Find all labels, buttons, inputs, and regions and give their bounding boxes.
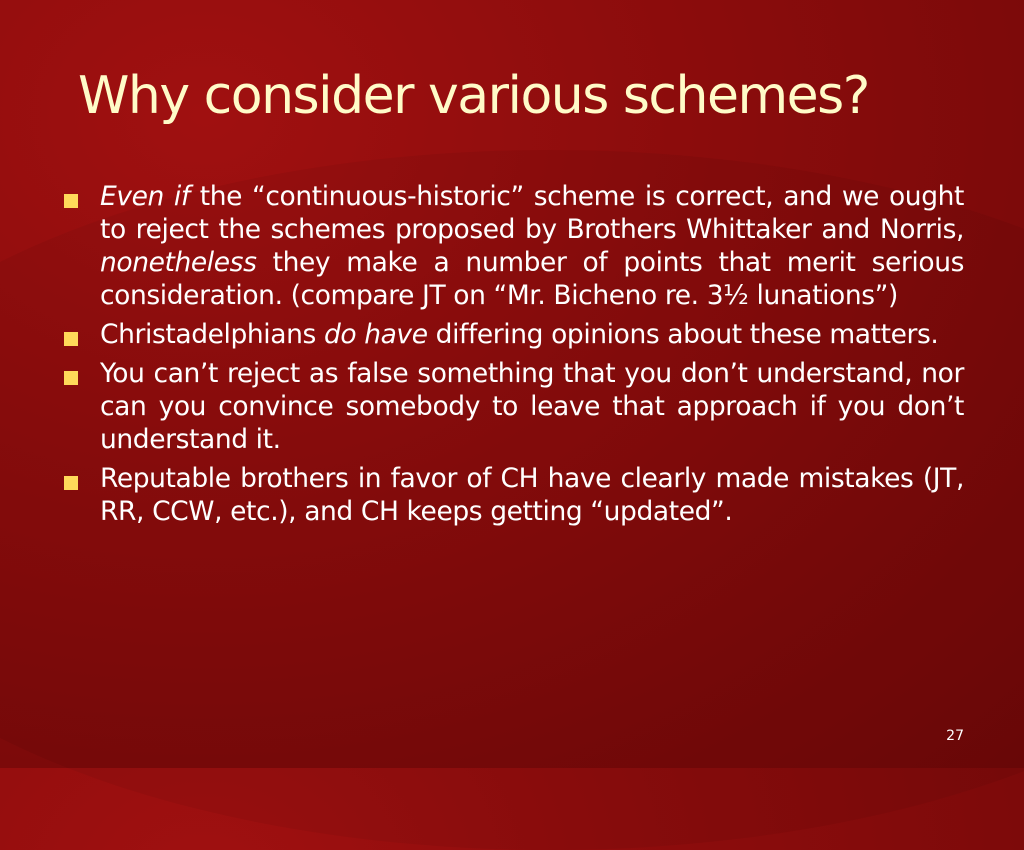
bullet-list: [64, 180, 964, 534]
emphasis-text: nonetheless: [100, 247, 257, 278]
bullet-square-icon: [64, 194, 78, 208]
bullet-text: [100, 462, 964, 528]
bullet-text-segment: Christadelphians: [100, 319, 324, 350]
bullet-item: [64, 357, 964, 456]
bullet-square-icon: [64, 371, 78, 385]
bullet-text-segment: the “continuous-historic” scheme is correct, and we ought to reject the schemes proposed by Brothers Whittaker and Norris,: [100, 181, 965, 245]
bullet-text-segment: Reputable brothers in favor of CH have clearly made mistakes (JT, RR, CCW, etc.), and CH keeps getting “updated”.: [100, 463, 964, 527]
bullet-text-segment: You can’t reject as false something that you don’t understand, nor can you convince somebody to leave that approach if you don’t understand it.: [100, 358, 964, 455]
bullet-item: [64, 318, 964, 351]
emphasis-text: Even if: [100, 181, 190, 212]
bullet-text-segment: they make a number of points that merit serious consideration. (compare JT on “Mr. Bicheno re. 3½ lunations”): [100, 247, 964, 311]
bullet-text: [100, 357, 964, 456]
bullet-text-segment: differing opinions about these matters.: [427, 319, 939, 350]
slide-title: Why consider various schemes?: [78, 66, 869, 126]
bullet-text: [100, 180, 964, 312]
bullet-square-icon: [64, 476, 78, 490]
emphasis-text: do have: [323, 319, 428, 350]
bullet-text: [100, 318, 964, 351]
bullet-item: [64, 180, 964, 312]
bullet-item: [64, 462, 964, 528]
bullet-square-icon: [64, 332, 78, 346]
page-number: 27: [946, 728, 964, 744]
